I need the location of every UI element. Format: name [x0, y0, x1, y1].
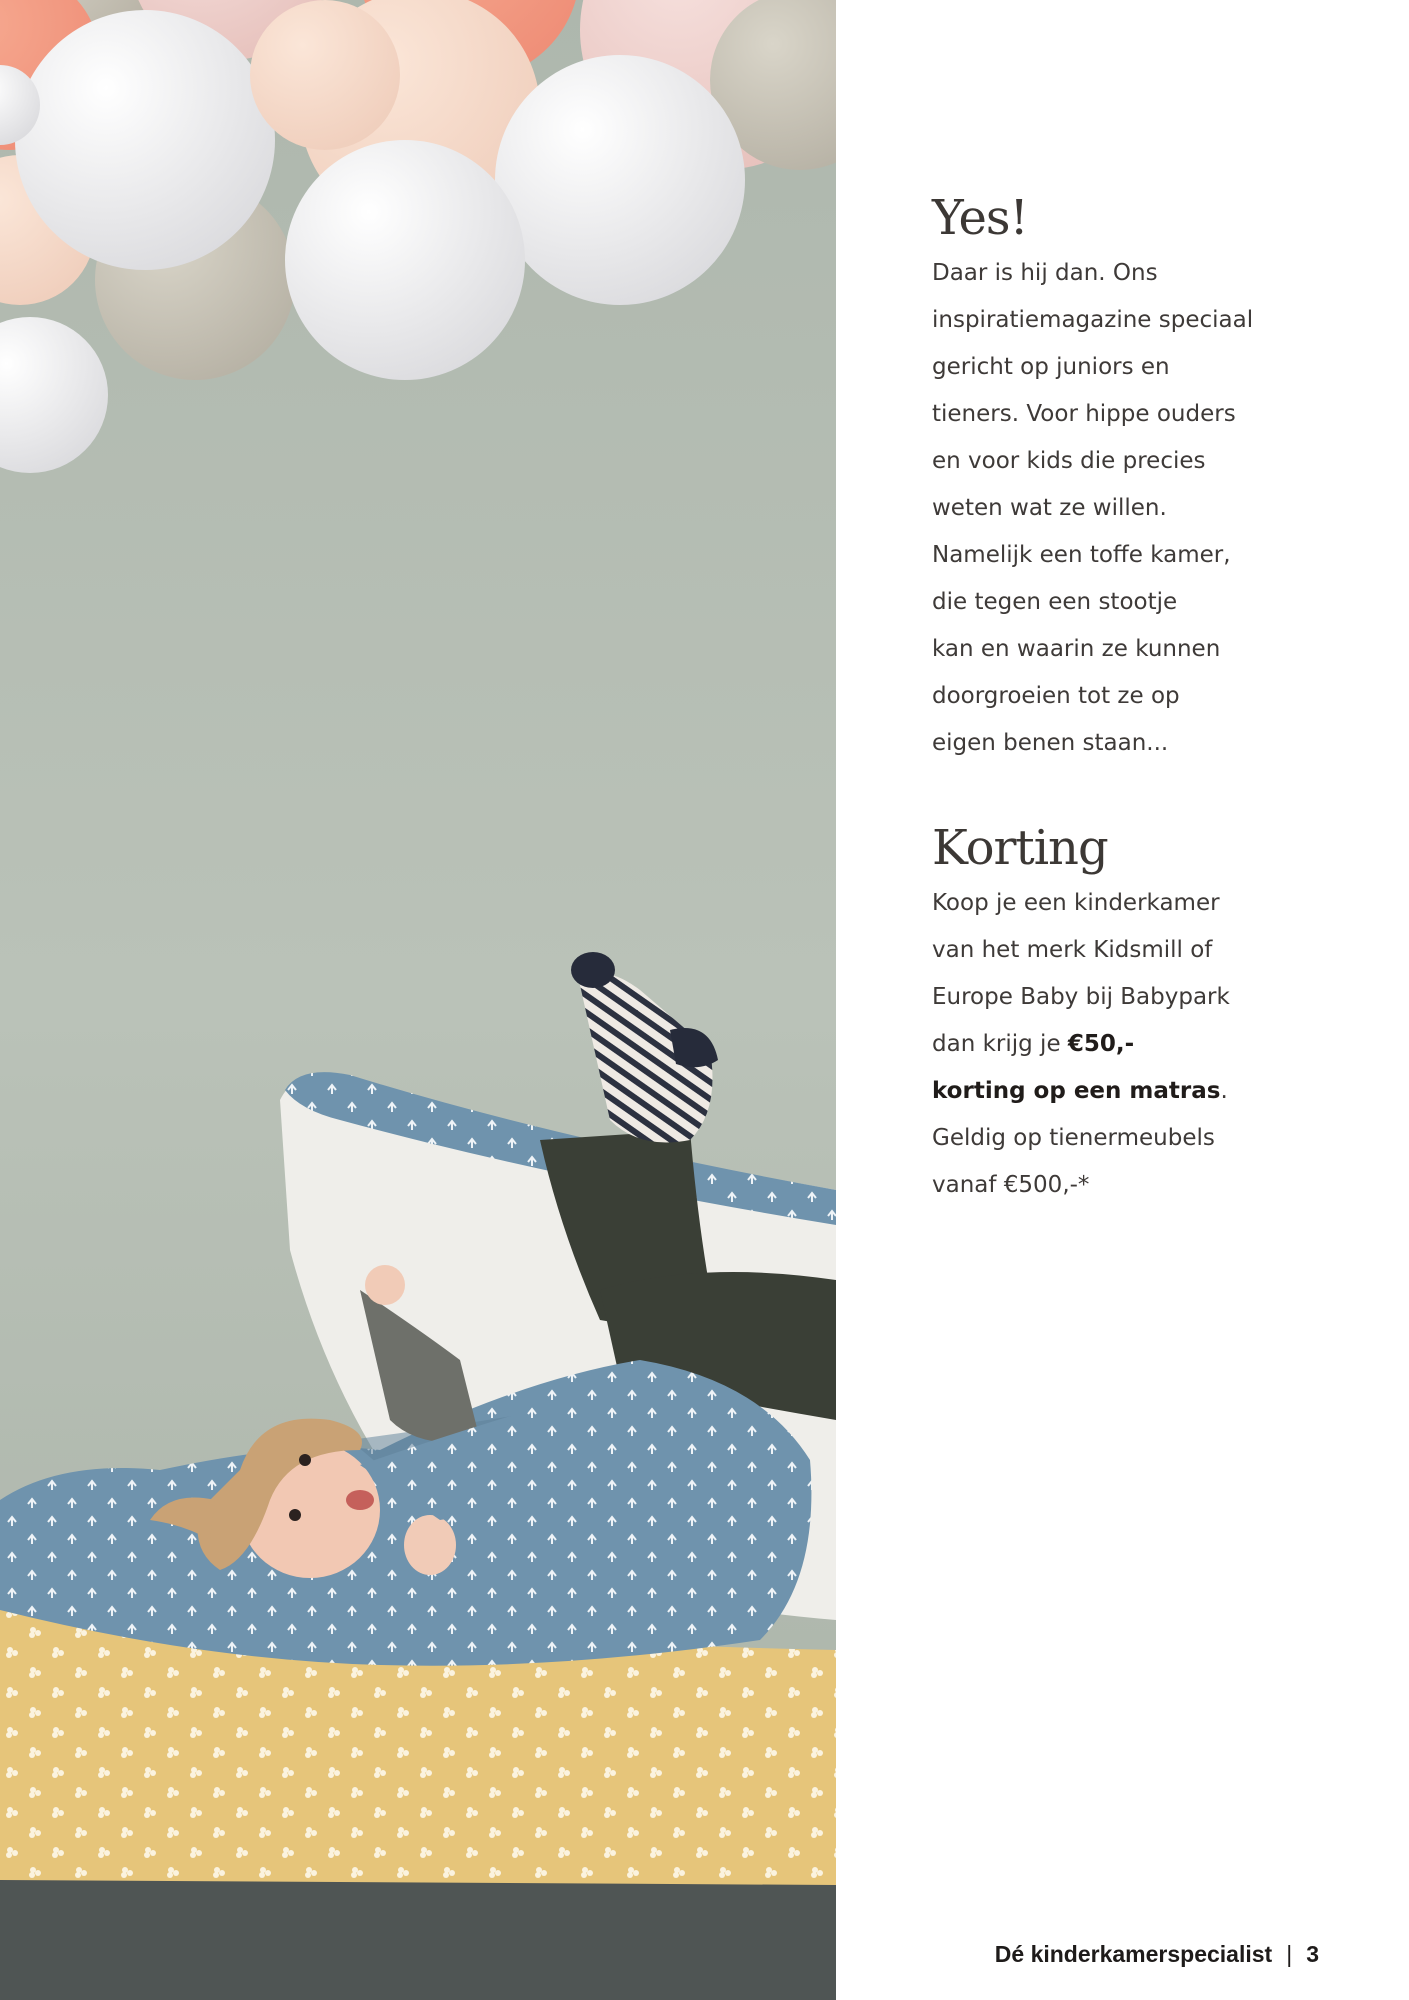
discount-heading: Korting	[932, 820, 1108, 876]
page-footer	[995, 1941, 1319, 1968]
intro-line: Daar is hij dan. Ons	[932, 260, 1158, 286]
intro-line: gericht op juniors en	[932, 354, 1170, 380]
footer-separator: |	[1286, 1941, 1293, 1967]
discount-line: Geldig op tienermeubels	[932, 1125, 1215, 1151]
intro-line: die tegen een stootje	[932, 589, 1178, 615]
discount-amount: €50,-	[1067, 1031, 1135, 1057]
discount-line-prefix: dan krijg je	[932, 1031, 1068, 1057]
intro-line: tieners. Voor hippe ouders	[932, 401, 1236, 427]
intro-line: en voor kids die precies	[932, 448, 1206, 474]
discount-body	[932, 880, 1332, 1209]
intro-line: weten wat ze willen.	[932, 495, 1167, 521]
intro-heading: Yes!	[932, 190, 1028, 246]
discount-line	[932, 1068, 1332, 1115]
intro-line: doorgroeien tot ze op	[932, 683, 1180, 709]
footer-tagline: Dé kinderkamerspecialist	[994, 1941, 1273, 1967]
section-discount	[932, 820, 1332, 1209]
intro-line: kan en waarin ze kunnen	[932, 636, 1221, 662]
section-intro	[932, 190, 1332, 767]
intro-line: Namelijk een toffe kamer,	[932, 542, 1231, 568]
page-number: 3	[1306, 1941, 1319, 1967]
discount-line: van het merk Kidsmill of	[932, 937, 1213, 963]
discount-line: Europe Baby bij Babypark	[932, 984, 1230, 1010]
discount-line: Koop je een kinderkamer	[932, 890, 1220, 916]
discount-product: korting op een matras	[932, 1078, 1221, 1104]
intro-line: eigen benen staan...	[932, 730, 1169, 756]
discount-line	[932, 1021, 1332, 1068]
intro-line: inspiratiemagazine speciaal	[932, 307, 1254, 333]
intro-body	[932, 250, 1332, 767]
discount-line-suffix: .	[1220, 1078, 1228, 1104]
discount-line: vanaf €500,-*	[932, 1172, 1090, 1198]
